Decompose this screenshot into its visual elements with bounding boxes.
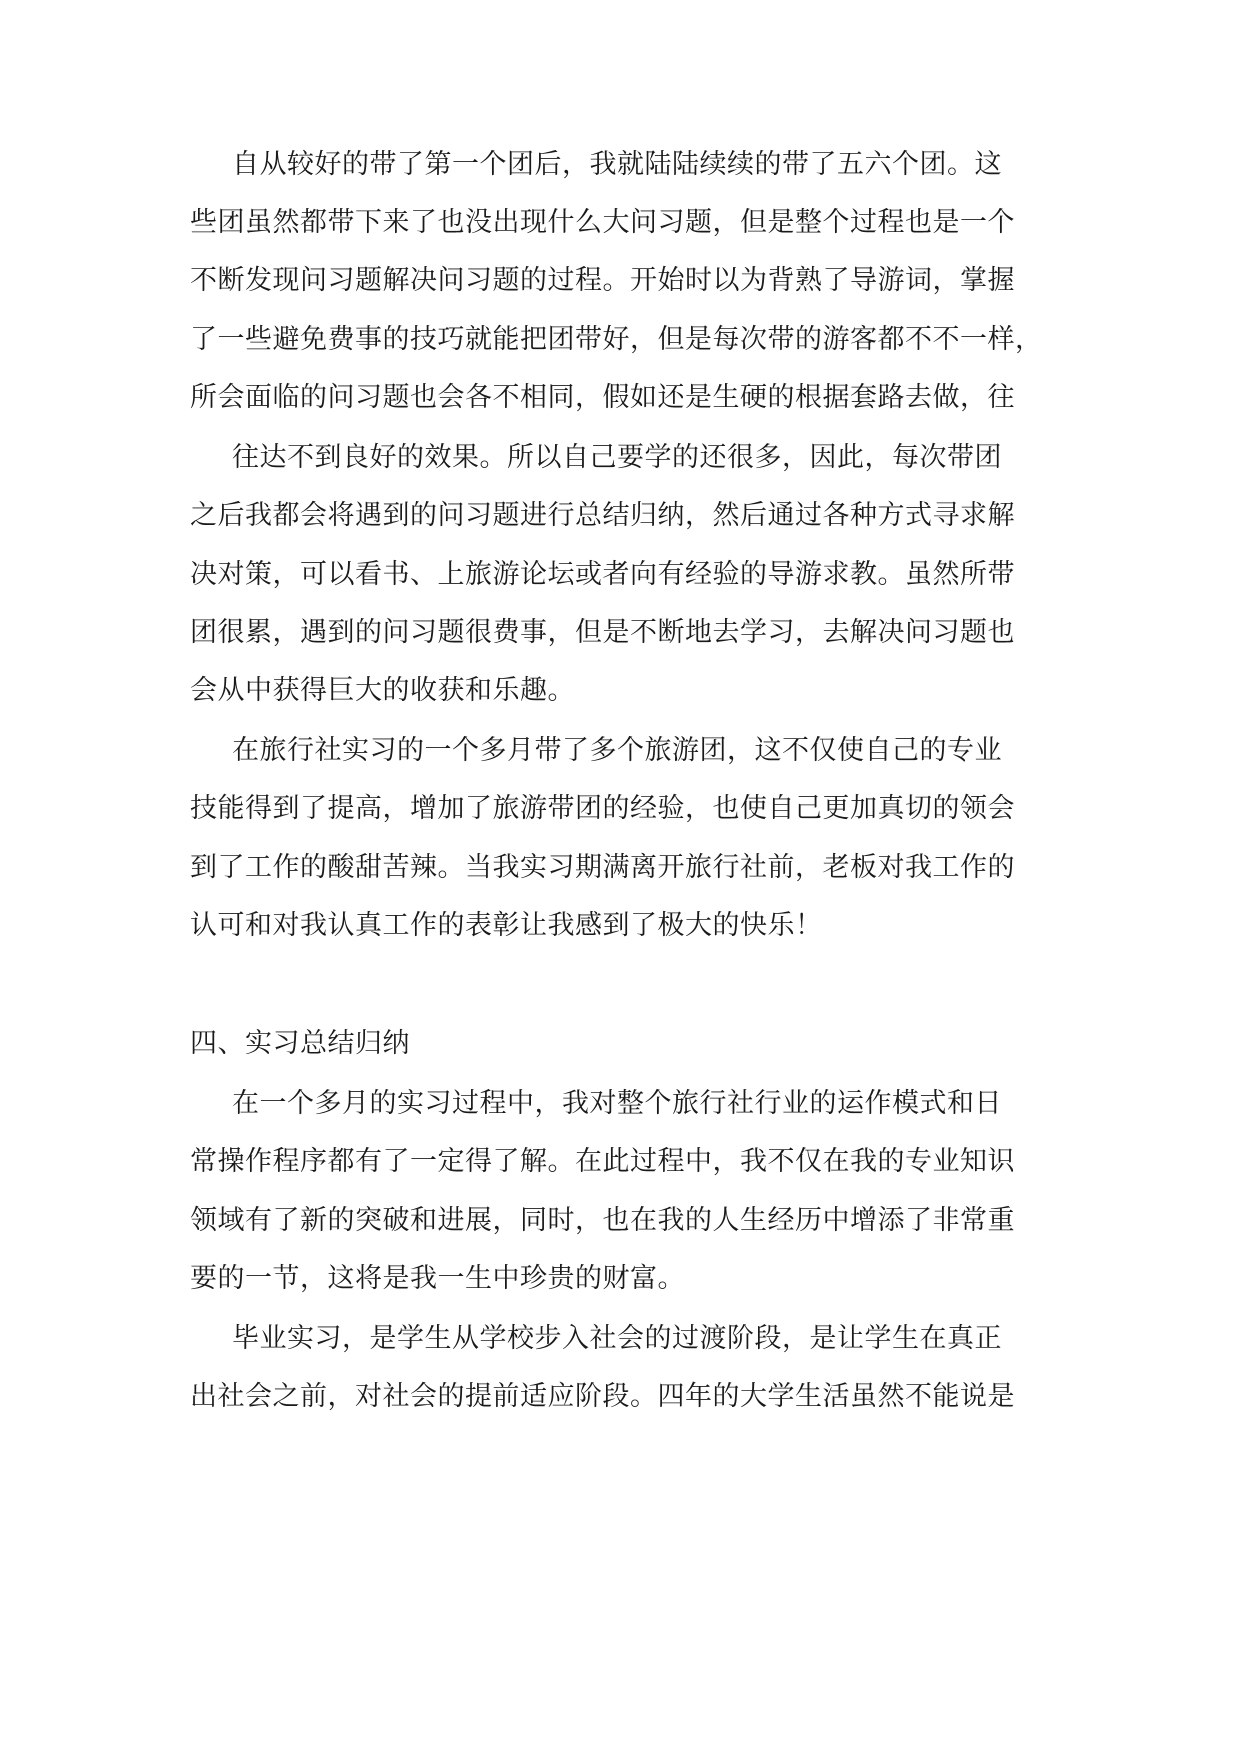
text-line: 认可和对我认真工作的表彰让我感到了极大的快乐！ xyxy=(190,910,823,941)
text-line: 些团虽然都带下来了也没出现什么大问习题，但是整个过程也是一个 xyxy=(190,207,1015,238)
text-line: 常操作程序都有了一定得了解。在此过程中，我不仅在我的专业知识 xyxy=(190,1146,1015,1177)
text-line: 要的一节，这将是我一生中珍贵的财富。 xyxy=(190,1263,685,1294)
text-line: 了一些避免费事的技巧就能把团带好，但是每次带的游客都不不一样， xyxy=(190,324,1043,355)
text-line: 团很累，遇到的问习题很费事，但是不断地去学习，去解决问习题也 xyxy=(190,617,1015,648)
section-heading: 四、实习总结归纳 xyxy=(190,1028,410,1059)
text-line: 在旅行社实习的一个多月带了多个旅游团，这不仅使自己的专业 xyxy=(232,735,1002,766)
text-line: 毕业实习，是学生从学校步入社会的过渡阶段，是让学生在真正 xyxy=(232,1323,1002,1354)
text-line: 之后我都会将遇到的问习题进行总结归纳，然后通过各种方式寻求解 xyxy=(190,500,1015,531)
text-line: 会从中获得巨大的收获和乐趣。 xyxy=(190,675,575,706)
text-line: 到了工作的酸甜苦辣。当我实习期满离开旅行社前，老板对我工作的 xyxy=(190,852,1015,883)
text-line: 技能得到了提高，增加了旅游带团的经验，也使自己更加真切的领会 xyxy=(190,793,1015,824)
text-line: 不断发现问习题解决问习题的过程。开始时以为背熟了导游词，掌握 xyxy=(190,265,1015,296)
text-line: 往达不到良好的效果。所以自己要学的还很多，因此，每次带团 xyxy=(232,442,1002,473)
text-line: 所会面临的问习题也会各不相同，假如还是生硬的根据套路去做，往 xyxy=(190,382,1015,413)
text-line: 在一个多月的实习过程中，我对整个旅行社行业的运作模式和日 xyxy=(232,1088,1002,1119)
text-line: 领域有了新的突破和进展，同时，也在我的人生经历中增添了非常重 xyxy=(190,1205,1015,1236)
text-line: 决对策，可以看书、上旅游论坛或者向有经验的导游求教。虽然所带 xyxy=(190,559,1015,590)
text-line: 出社会之前，对社会的提前适应阶段。四年的大学生活虽然不能说是 xyxy=(190,1381,1015,1412)
text-line: 自从较好的带了第一个团后，我就陆陆续续的带了五六个团。这 xyxy=(232,149,1002,180)
